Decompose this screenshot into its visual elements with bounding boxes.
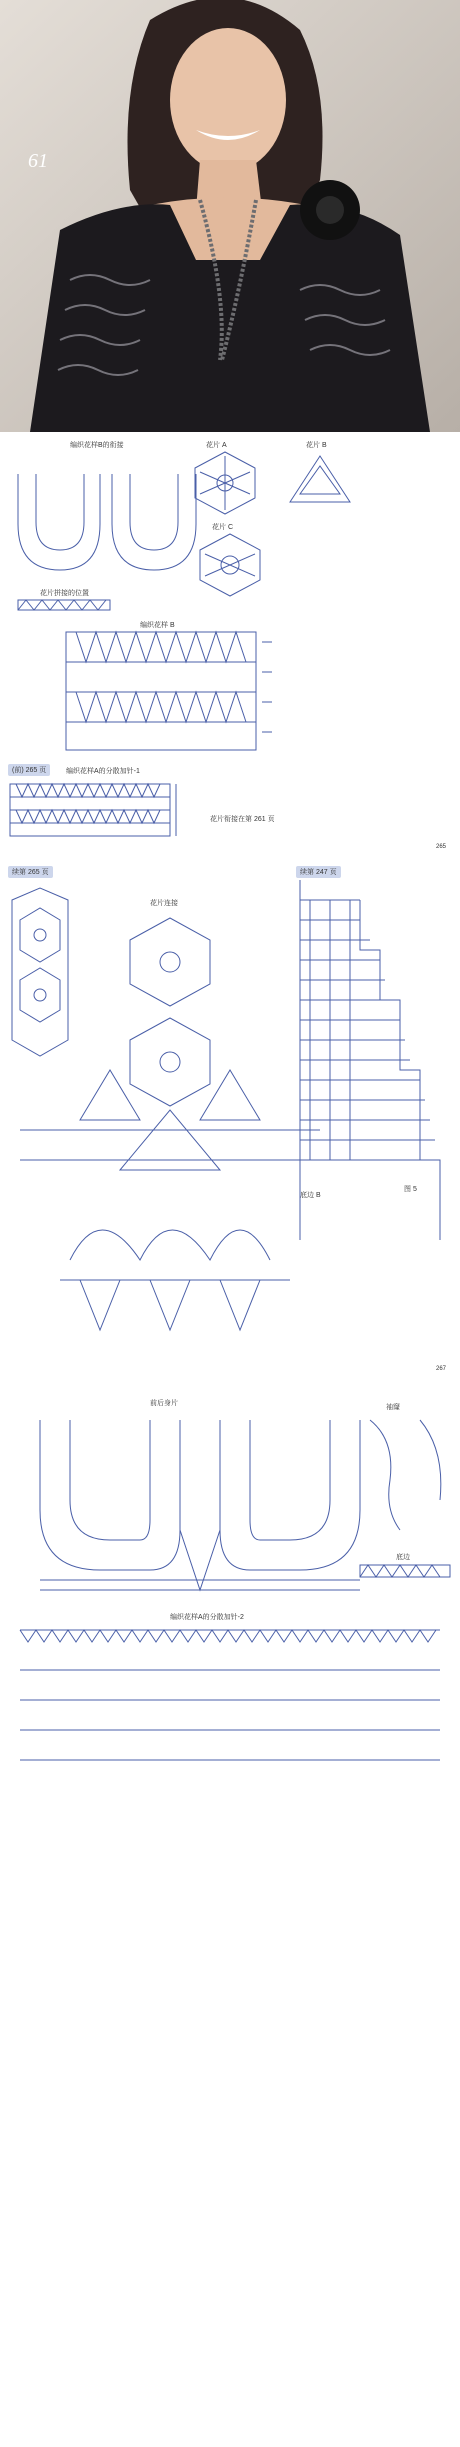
crochet-charts-1 (0, 432, 460, 860)
photo-illustration (0, 0, 460, 432)
crochet-charts-2 (0, 860, 460, 1380)
page-number-265: 265 (436, 844, 447, 850)
label-motif-join: 花片连接 (150, 900, 178, 907)
photo-number: 61 (28, 150, 48, 172)
diagram-page-267 (0, 860, 460, 1380)
page-number-267: 267 (436, 1366, 447, 1372)
label-motif-a: 花片 A (206, 442, 227, 449)
label-pattern-a-2: 编织花样A的分散加针-2 (170, 1614, 244, 1621)
label-back-body: 前后身片 (150, 1400, 178, 1407)
label-arrangement: 花片拼接的位置 (40, 590, 89, 597)
label-edge-b: 底边 B (300, 1192, 321, 1199)
model-photo (0, 0, 460, 432)
label-motif-c: 花片 C (212, 524, 233, 531)
label-connect-ref: 花片衔接在第 261 页 (210, 816, 275, 823)
diagram-page-265 (0, 432, 460, 860)
label-ref-247: 续第 247 页 (296, 866, 341, 878)
label-pattern-a-1: 编织花样A的分散加针-1 (66, 768, 140, 775)
label-ref-265: 续第 265 页 (8, 866, 53, 878)
label-edge: 底边 (396, 1554, 410, 1561)
label-front-ref: (前) 265 页 (8, 764, 50, 776)
label-assembly: 编织花样B的衔接 (70, 442, 124, 449)
label-armhole: 袖窿 (386, 1404, 400, 1411)
label-fig5: 图 5 (404, 1186, 417, 1193)
label-pattern-b: 编织花样 B (140, 622, 175, 629)
label-motif-b: 花片 B (306, 442, 327, 449)
diagram-page-3 (0, 1380, 460, 2447)
crochet-charts-3 (0, 1380, 460, 2447)
